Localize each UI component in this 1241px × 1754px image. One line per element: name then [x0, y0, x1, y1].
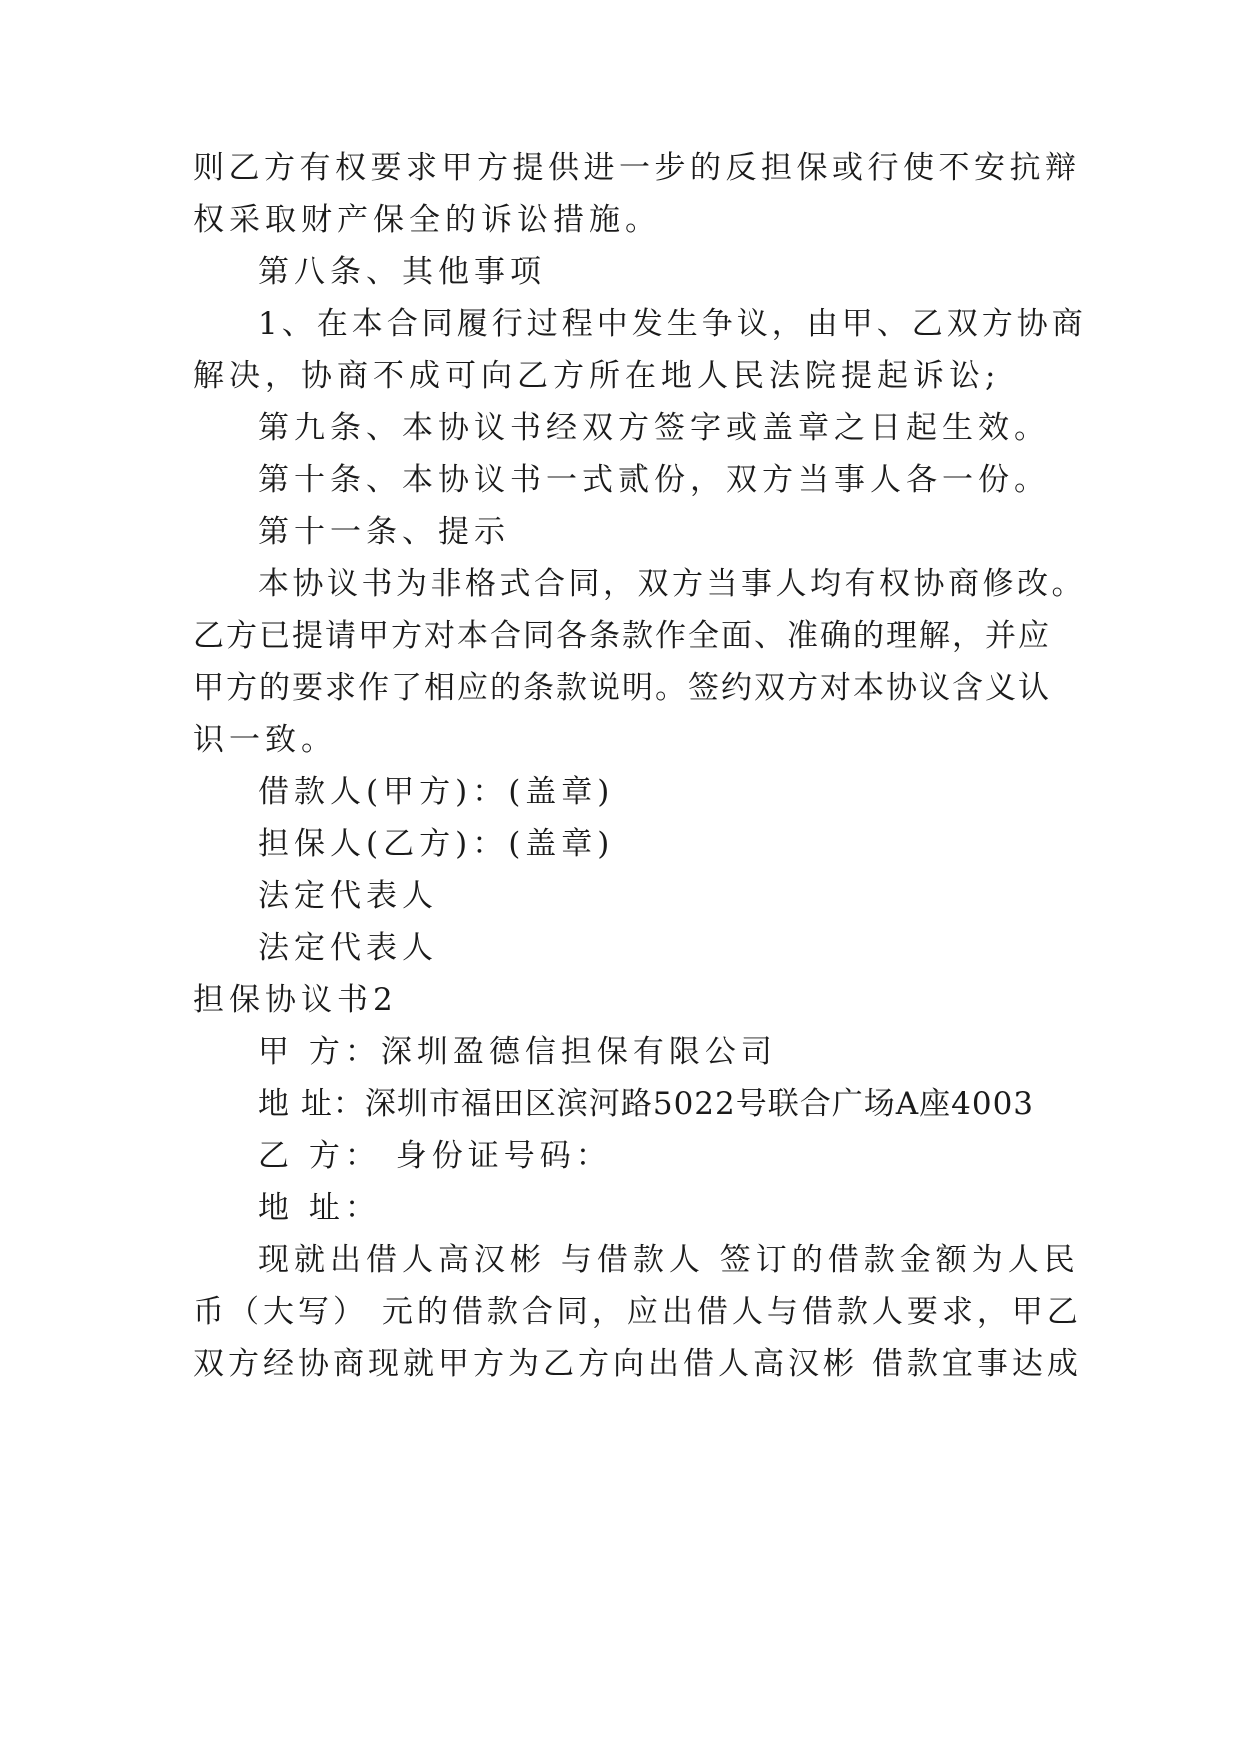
- article-9-line: 第九条、本协议书经双方签字或盖章之日起生效。: [258, 410, 1050, 446]
- party-b-line: 乙 方： 身份证号码：: [258, 1138, 612, 1174]
- paragraph-line: 本协议书为非格式合同，双方当事人均有权协商修改。: [258, 566, 1086, 602]
- paragraph-line: 权采取财产保全的诉讼措施。: [193, 202, 661, 238]
- party-a-line: 甲 方：深圳盈德信担保有限公司: [258, 1034, 777, 1070]
- section-heading-article-11: 第十一条、提示: [258, 514, 510, 550]
- paragraph-line: 甲方的要求作了相应的条款说明。签约双方对本协议含义认: [193, 670, 1051, 706]
- borrower-signature-line: 借款人(甲方)：(盖章): [258, 774, 615, 810]
- paragraph-line: 币（大写） 元的借款合同，应出借人与借款人要求，甲乙: [193, 1294, 1082, 1330]
- legal-representative-line: 法定代表人: [258, 930, 438, 966]
- paragraph-line: 识一致。: [193, 722, 337, 758]
- article-10-line: 第十条、本协议书一式贰份，双方当事人各一份。: [258, 462, 1050, 498]
- paragraph-line: 则乙方有权要求甲方提供进一步的反担保或行使不安抗辩: [193, 150, 1081, 186]
- party-a-address-line: 地 址：深圳市福田区滨河路5022号联合广场A座4003: [258, 1086, 1035, 1122]
- guarantor-signature-line: 担保人(乙方)：(盖章): [258, 826, 615, 862]
- paragraph-line: 双方经协商现就甲方为乙方向出借人高汉彬 借款宜事达成: [193, 1346, 1082, 1382]
- section-heading-article-8: 第八条、其他事项: [258, 254, 546, 290]
- paragraph-line: 乙方已提请甲方对本合同各条款作全面、准确的理解，并应: [193, 618, 1051, 654]
- legal-representative-line: 法定代表人: [258, 878, 438, 914]
- document-title: 担保协议书2: [193, 982, 398, 1018]
- paragraph-line: 解决，协商不成可向乙方所在地人民法院提起诉讼;: [193, 358, 1001, 394]
- paragraph-line: 1、在本合同履行过程中发生争议，由甲、乙双方协商: [258, 306, 1087, 342]
- party-b-address-line: 地 址：: [258, 1190, 381, 1226]
- paragraph-line: 现就出借人高汉彬 与借款人 签订的借款金额为人民: [258, 1242, 1080, 1278]
